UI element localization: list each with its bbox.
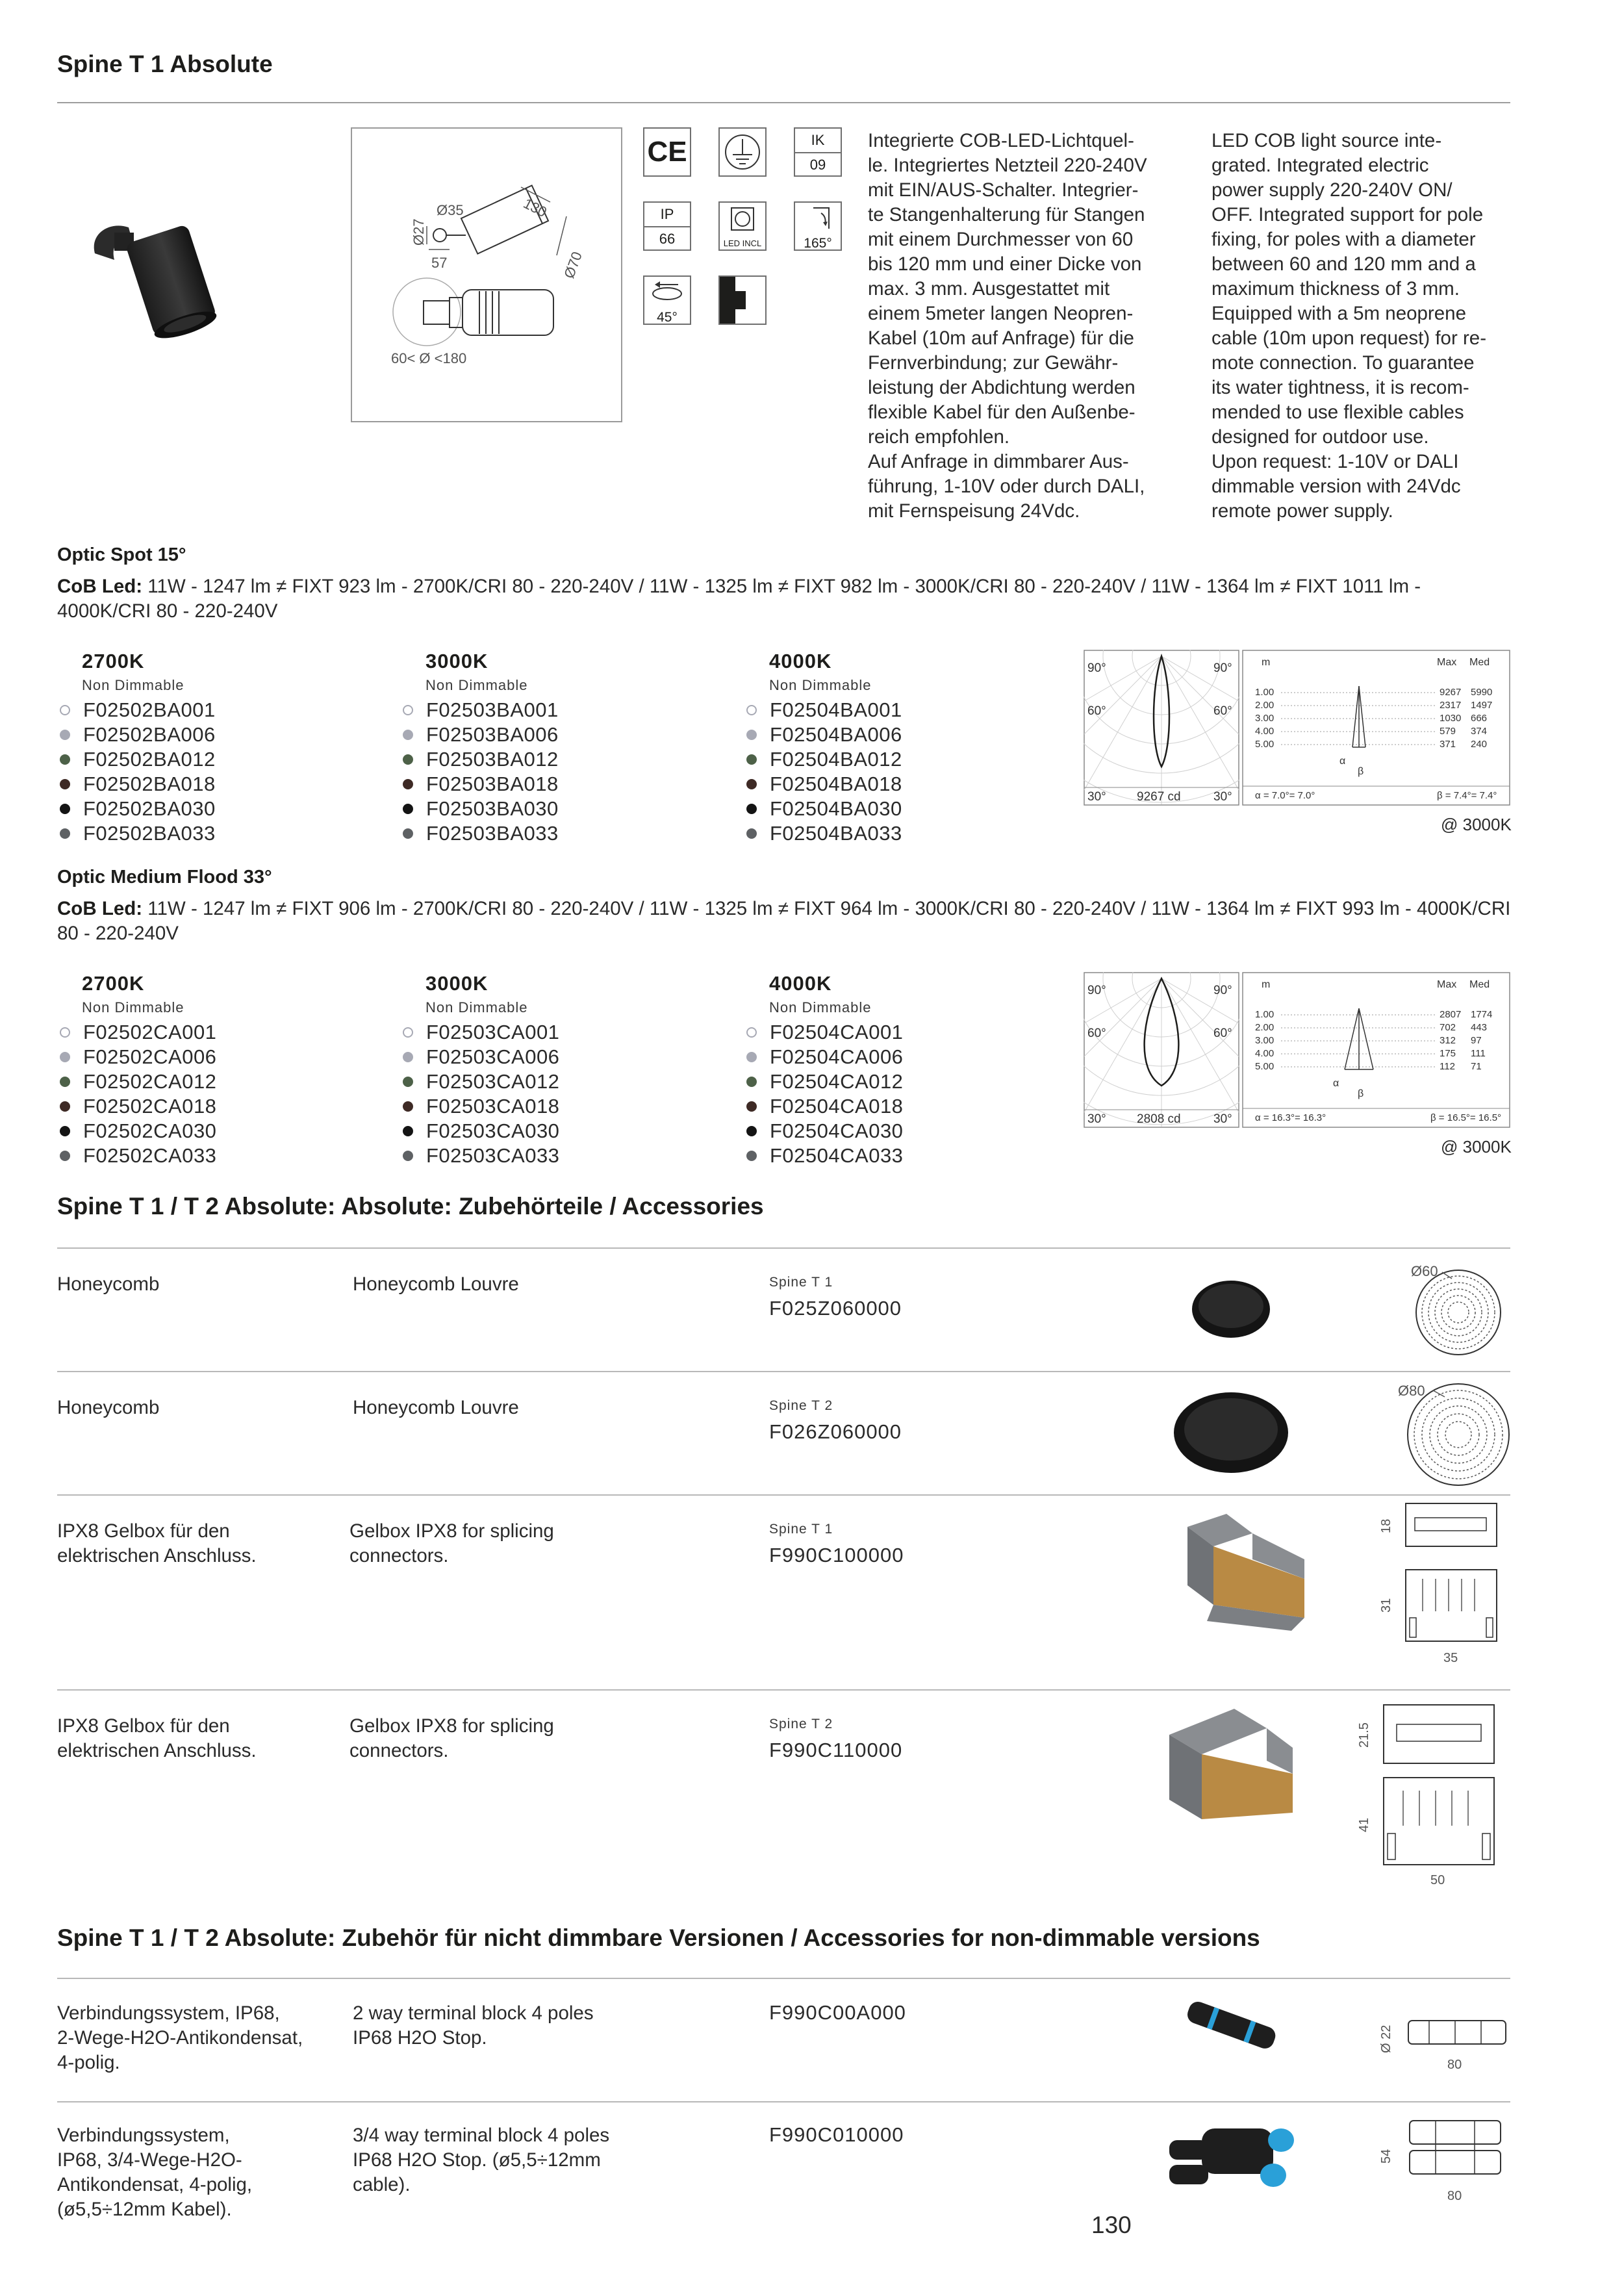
list-item: F02504CA001 bbox=[744, 1020, 903, 1045]
svg-text:443: 443 bbox=[1471, 1022, 1488, 1033]
svg-text:β = 7.4°= 7.4°: β = 7.4°= 7.4° bbox=[1437, 790, 1497, 801]
ce-mark-icon: CE bbox=[643, 127, 691, 177]
svg-text:30°: 30° bbox=[1087, 1112, 1106, 1126]
svg-text:2.00: 2.00 bbox=[1255, 700, 1275, 711]
svg-text:β: β bbox=[1358, 1088, 1364, 1099]
svg-text:β = 16.5°= 16.5°: β = 16.5°= 16.5° bbox=[1430, 1112, 1502, 1123]
optic-flood-codes-4000k bbox=[744, 1020, 903, 1168]
svg-text:Ø60: Ø60 bbox=[1411, 1263, 1438, 1279]
svg-text:3.00: 3.00 bbox=[1255, 1035, 1275, 1046]
svg-text:2807: 2807 bbox=[1440, 1009, 1462, 1020]
svg-text:1.00: 1.00 bbox=[1255, 687, 1275, 698]
list-item: F02504BA006 bbox=[744, 722, 902, 747]
acc-row2-model: Spine T 2 bbox=[769, 1398, 833, 1413]
list-item: F02504CA012 bbox=[744, 1069, 903, 1094]
svg-text:374: 374 bbox=[1471, 726, 1488, 737]
svg-text:97: 97 bbox=[1471, 1035, 1482, 1046]
list-item: F02502CA018 bbox=[57, 1094, 216, 1119]
list-item: F02503CA012 bbox=[400, 1069, 559, 1094]
svg-text:1.00: 1.00 bbox=[1255, 1009, 1275, 1020]
acc-row3-model: Spine T 1 bbox=[769, 1522, 833, 1537]
svg-text:80: 80 bbox=[1447, 2189, 1462, 2203]
svg-text:666: 666 bbox=[1471, 713, 1488, 724]
dim-diameter-27: Ø27 bbox=[411, 218, 427, 246]
list-item: F02503CA006 bbox=[400, 1045, 559, 1069]
technical-drawing bbox=[351, 127, 622, 422]
gelbox-small-drawing bbox=[1364, 1501, 1510, 1670]
divider bbox=[57, 1371, 1510, 1372]
svg-text:31: 31 bbox=[1379, 1598, 1393, 1613]
svg-text:2.00: 2.00 bbox=[1255, 1022, 1275, 1033]
acc-row4-en: Gelbox IPX8 for splicing connectors. bbox=[349, 1715, 554, 1761]
list-item: F02502CA030 bbox=[57, 1119, 216, 1143]
svg-text:175: 175 bbox=[1440, 1048, 1456, 1059]
dim-length-57: 57 bbox=[431, 255, 448, 271]
svg-text:1774: 1774 bbox=[1471, 1009, 1493, 1020]
svg-text:Max: Max bbox=[1437, 657, 1457, 668]
acc-row4-model: Spine T 2 bbox=[769, 1717, 833, 1731]
accessories-title: Spine T 1 / T 2 Absolute: Absolute: Zubehörteile / Accessories bbox=[57, 1193, 764, 1220]
tilt-angle-icon: 165° bbox=[794, 201, 842, 251]
list-item: F02504BA018 bbox=[744, 772, 902, 797]
svg-text:60°: 60° bbox=[1087, 1027, 1106, 1040]
svg-text:90°: 90° bbox=[1087, 984, 1106, 997]
optic-flood-polar-diagram bbox=[1084, 972, 1239, 1128]
svg-text:702: 702 bbox=[1440, 1022, 1456, 1033]
led-included-icon: LED INCL bbox=[718, 201, 767, 251]
svg-text:30°: 30° bbox=[1213, 790, 1232, 804]
acc-row1-model: Spine T 1 bbox=[769, 1275, 833, 1290]
list-item: F02503BA001 bbox=[400, 698, 559, 722]
acc-row1-en: Honeycomb Louvre bbox=[353, 1273, 519, 1295]
svg-text:Ø 22: Ø 22 bbox=[1379, 2025, 1393, 2053]
ik-rating-icon: IK 09 bbox=[794, 127, 842, 177]
list-item: F02504BA033 bbox=[744, 821, 902, 846]
nondim-row2-de: Verbindungssystem, IP68, 3/4-Wege-H2O- Antikondensat, 4-polig, (ø5,5÷12mm Kabel). bbox=[57, 2125, 253, 2220]
svg-text:60°: 60° bbox=[1213, 1027, 1232, 1040]
nondim-row2-en: 3/4 way terminal block 4 poles IP68 H2O Stop. (ø5,5÷12mm cable). bbox=[353, 2125, 610, 2195]
optic-spot-codes-4000k bbox=[744, 698, 902, 846]
svg-text:30°: 30° bbox=[1087, 790, 1106, 804]
svg-text:35: 35 bbox=[1443, 1651, 1458, 1665]
svg-text:Med: Med bbox=[1469, 657, 1490, 668]
list-item: F02502CA012 bbox=[57, 1069, 216, 1094]
svg-text:90°: 90° bbox=[1213, 661, 1232, 675]
svg-text:30°: 30° bbox=[1213, 1112, 1232, 1126]
dim-length-130: 130 bbox=[520, 195, 550, 221]
svg-text:α: α bbox=[1333, 1078, 1339, 1089]
list-item: F02502CA006 bbox=[57, 1045, 216, 1069]
list-item: F02504BA030 bbox=[744, 797, 902, 821]
list-item: F02502CA033 bbox=[57, 1143, 216, 1168]
gelbox-small-photo bbox=[1181, 1507, 1311, 1637]
acc-row3-code: F990C100000 bbox=[769, 1544, 904, 1566]
list-item: F02503BA033 bbox=[400, 821, 559, 846]
acc-row4-code: F990C110000 bbox=[769, 1739, 903, 1761]
svg-text:α = 7.0°= 7.0°: α = 7.0°= 7.0° bbox=[1255, 790, 1315, 801]
optic-flood-cone-diagram bbox=[1242, 972, 1510, 1128]
optic-flood-col-2700k: 2700K Non Dimmable bbox=[82, 972, 184, 1016]
dim-diameter-35: Ø35 bbox=[437, 202, 464, 218]
optic-spot-title: Optic Spot 15° bbox=[57, 544, 186, 565]
svg-text:m: m bbox=[1262, 657, 1271, 668]
description-de: Integrierte COB-LED-Lichtquel- le. Integriertes Netzteil 220-240V mit EIN/AUS-Schalter. Integrier- te Stangenhalterung für Stangen mit einem Durchmesser von 60 bis 120 mm und einer Dicke von max. 3 mm. Ausgestattet mit einem 5meter langen Neopren- Kabel (10m auf Anfrage) für die Fernverbindung; zur Gewähr- leistung der Abdichtung werden flexible Kabel für den Außenbe- reich empfohlen. Auf Anfrage in dimmbarer Aus- führung, 1-10V oder durch DALI, mit Fernspeisung 24Vdc. bbox=[868, 130, 1147, 522]
svg-text:1030: 1030 bbox=[1440, 713, 1462, 724]
svg-text:3.00: 3.00 bbox=[1255, 713, 1275, 724]
svg-text:4.00: 4.00 bbox=[1255, 726, 1275, 737]
optic-spot-polar-diagram bbox=[1084, 650, 1239, 806]
list-item: F02504CA033 bbox=[744, 1143, 903, 1168]
description-en: LED COB light source inte- grated. Integrated electric power supply 220-240V ON/ OFF. Integrated support for pole fixing, for poles with a diameter between 60 and 120 mm and a maximum thickness of 3 mm. Equipped with a 5m neoprene cable (10m upon request) for re- mote connection. To guarantee its water tightness, it is recom- mended to use flexible cables designed for outdoor use. Upon request: 1-10V or DALI dimmable version with 24Vdc remote power supply. bbox=[1212, 130, 1487, 522]
terminal-2way-drawing bbox=[1364, 1988, 1510, 2086]
optic-flood-title: Optic Medium Flood 33° bbox=[57, 867, 272, 888]
optic-spot-codes-3000k bbox=[400, 698, 559, 846]
svg-text:312: 312 bbox=[1440, 1035, 1456, 1046]
svg-text:21.5: 21.5 bbox=[1357, 1722, 1371, 1748]
svg-text:80: 80 bbox=[1447, 2058, 1462, 2072]
svg-text:112: 112 bbox=[1440, 1061, 1455, 1072]
svg-text:5.00: 5.00 bbox=[1255, 1061, 1275, 1072]
svg-text:Max: Max bbox=[1437, 979, 1457, 990]
svg-text:18: 18 bbox=[1379, 1518, 1393, 1533]
nondim-row1-code: F990C00A000 bbox=[769, 2001, 906, 2024]
svg-text:2808 cd: 2808 cd bbox=[1137, 1112, 1181, 1126]
svg-text:60°: 60° bbox=[1087, 704, 1106, 718]
optic-spot-cone-diagram bbox=[1242, 650, 1510, 806]
svg-text:9267 cd: 9267 cd bbox=[1137, 790, 1181, 804]
pole-mount-icon bbox=[718, 275, 767, 325]
list-item: F02502BA033 bbox=[57, 821, 216, 846]
nondim-row1-en: 2 way terminal block 4 poles IP68 H2O Stop. bbox=[353, 2002, 594, 2049]
honeycomb-small-drawing bbox=[1403, 1260, 1514, 1358]
svg-text:9267: 9267 bbox=[1440, 687, 1462, 698]
optic-flood-col-3000k: 3000K Non Dimmable bbox=[425, 972, 528, 1016]
svg-text:α: α bbox=[1339, 756, 1346, 767]
divider bbox=[57, 1978, 1510, 1979]
honeycomb-large-drawing bbox=[1377, 1371, 1514, 1488]
optic-spot-cob-led: CoB Led: 11W - 1247 lm ≠ FIXT 923 lm - 2700K/CRI 80 - 220-240V / 11W - 1325 lm ≠ FIXT 982 lm - 3000K/CRI 80 - 220-240V / 11W - 1364 lm ≠ FIXT 1011 lm - 4000K/CRI 80 - 220-240V bbox=[57, 576, 1421, 622]
terminal-2way-photo bbox=[1173, 1986, 1290, 2063]
acc-row2-de: Honeycomb bbox=[57, 1397, 160, 1418]
list-item: F02502CA001 bbox=[57, 1020, 216, 1045]
nondim-row1-de: Verbindungssystem, IP68, 2-Wege-H2O-Antikondensat, 4-polig. bbox=[57, 2002, 303, 2073]
optic-flood-codes-2700k bbox=[57, 1020, 216, 1168]
svg-text:Ø80: Ø80 bbox=[1398, 1383, 1425, 1399]
svg-text:41: 41 bbox=[1357, 1817, 1371, 1832]
list-item: F02503BA012 bbox=[400, 747, 559, 772]
list-item: F02503BA006 bbox=[400, 722, 559, 747]
ip-rating-icon: IP 66 bbox=[643, 201, 691, 251]
optic-flood-at-temp: @ 3000K bbox=[1441, 1137, 1512, 1156]
svg-text:579: 579 bbox=[1440, 726, 1456, 737]
svg-text:m: m bbox=[1262, 979, 1271, 990]
svg-text:α = 16.3°= 16.3°: α = 16.3°= 16.3° bbox=[1255, 1112, 1326, 1123]
acc-row1-de: Honeycomb bbox=[57, 1273, 160, 1295]
gelbox-large-photo bbox=[1156, 1702, 1299, 1832]
list-item: F02503BA030 bbox=[400, 797, 559, 821]
divider bbox=[57, 1494, 1510, 1496]
nondim-row2-code: F990C010000 bbox=[769, 2123, 904, 2146]
svg-text:5.00: 5.00 bbox=[1255, 739, 1275, 750]
list-item: F02503CA030 bbox=[400, 1119, 559, 1143]
optic-flood-codes-3000k bbox=[400, 1020, 559, 1168]
list-item: F02502BA006 bbox=[57, 722, 216, 747]
list-item: F02504BA012 bbox=[744, 747, 902, 772]
dim-diameter-70: Ø70 bbox=[561, 249, 585, 281]
divider bbox=[57, 2101, 1510, 2102]
title-divider bbox=[57, 102, 1510, 103]
acc-row2-code: F026Z060000 bbox=[769, 1420, 902, 1443]
page-title: Spine T 1 Absolute bbox=[57, 51, 273, 77]
svg-text:60°: 60° bbox=[1213, 704, 1232, 718]
product-photo bbox=[77, 208, 239, 351]
divider bbox=[57, 1689, 1510, 1691]
svg-text:1497: 1497 bbox=[1471, 700, 1493, 711]
honeycomb-small-photo bbox=[1189, 1273, 1273, 1345]
terminal-4way-drawing bbox=[1364, 2105, 1510, 2216]
svg-text:371: 371 bbox=[1440, 739, 1456, 750]
rotation-icon: 45° bbox=[643, 275, 691, 325]
dim-pole-range: 60< Ø <180 bbox=[391, 350, 467, 366]
svg-text:90°: 90° bbox=[1213, 984, 1232, 997]
list-item: F02504CA006 bbox=[744, 1045, 903, 1069]
svg-text:4.00: 4.00 bbox=[1255, 1048, 1275, 1059]
optic-spot-col-3000k: 3000K Non Dimmable bbox=[425, 650, 528, 693]
svg-text:β: β bbox=[1358, 766, 1364, 777]
acc-row1-code: F025Z060000 bbox=[769, 1297, 902, 1320]
svg-text:111: 111 bbox=[1471, 1048, 1486, 1059]
acc-row3-en: Gelbox IPX8 for splicing connectors. bbox=[349, 1520, 554, 1566]
acc-row4-de: IPX8 Gelbox für den elektrischen Anschluss. bbox=[57, 1715, 257, 1761]
optic-flood-col-4000k: 4000K Non Dimmable bbox=[769, 972, 872, 1016]
list-item: F02502BA001 bbox=[57, 698, 216, 722]
optic-spot-col-4000k: 4000K Non Dimmable bbox=[769, 650, 872, 693]
list-item: F02502BA012 bbox=[57, 747, 216, 772]
svg-text:2317: 2317 bbox=[1440, 700, 1462, 711]
nondim-title: Spine T 1 / T 2 Absolute: Zubehör für nicht dimmbare Versionen / Accessories for non-dimmable versions bbox=[57, 1924, 1260, 1951]
acc-row3-de: IPX8 Gelbox für den elektrischen Anschluss. bbox=[57, 1520, 257, 1566]
svg-text:71: 71 bbox=[1471, 1061, 1482, 1072]
list-item: F02504CA018 bbox=[744, 1094, 903, 1119]
list-item: F02504BA001 bbox=[744, 698, 902, 722]
svg-text:Med: Med bbox=[1469, 979, 1490, 990]
list-item: F02503BA018 bbox=[400, 772, 559, 797]
list-item: F02502BA030 bbox=[57, 797, 216, 821]
ground-icon bbox=[718, 127, 767, 177]
list-item: F02503CA033 bbox=[400, 1143, 559, 1168]
svg-text:240: 240 bbox=[1471, 739, 1488, 750]
optic-spot-at-temp: @ 3000K bbox=[1441, 815, 1512, 834]
svg-text:54: 54 bbox=[1379, 2149, 1393, 2164]
optic-spot-col-2700k: 2700K Non Dimmable bbox=[82, 650, 184, 693]
honeycomb-large-photo bbox=[1169, 1384, 1293, 1481]
gelbox-large-drawing bbox=[1338, 1696, 1510, 1891]
svg-text:5990: 5990 bbox=[1471, 687, 1493, 698]
page-number: 130 bbox=[1091, 2212, 1132, 2238]
list-item: F02503CA018 bbox=[400, 1094, 559, 1119]
svg-text:50: 50 bbox=[1430, 1873, 1445, 1887]
list-item: F02503CA001 bbox=[400, 1020, 559, 1045]
list-item: F02504CA030 bbox=[744, 1119, 903, 1143]
svg-text:90°: 90° bbox=[1087, 661, 1106, 675]
divider bbox=[57, 1247, 1510, 1249]
optic-spot-codes-2700k bbox=[57, 698, 216, 846]
optic-flood-cob-led: CoB Led: 11W - 1247 lm ≠ FIXT 906 lm - 2700K/CRI 80 - 220-240V / 11W - 1325 lm ≠ FIXT 964 lm - 3000K/CRI 80 - 220-240V / 11W - 1364 lm ≠ FIXT 993 lm - 4000K/CRI 80 - 220-240V bbox=[57, 898, 1511, 944]
list-item: F02502BA018 bbox=[57, 772, 216, 797]
terminal-4way-photo bbox=[1156, 2105, 1299, 2203]
acc-row2-en: Honeycomb Louvre bbox=[353, 1397, 519, 1418]
